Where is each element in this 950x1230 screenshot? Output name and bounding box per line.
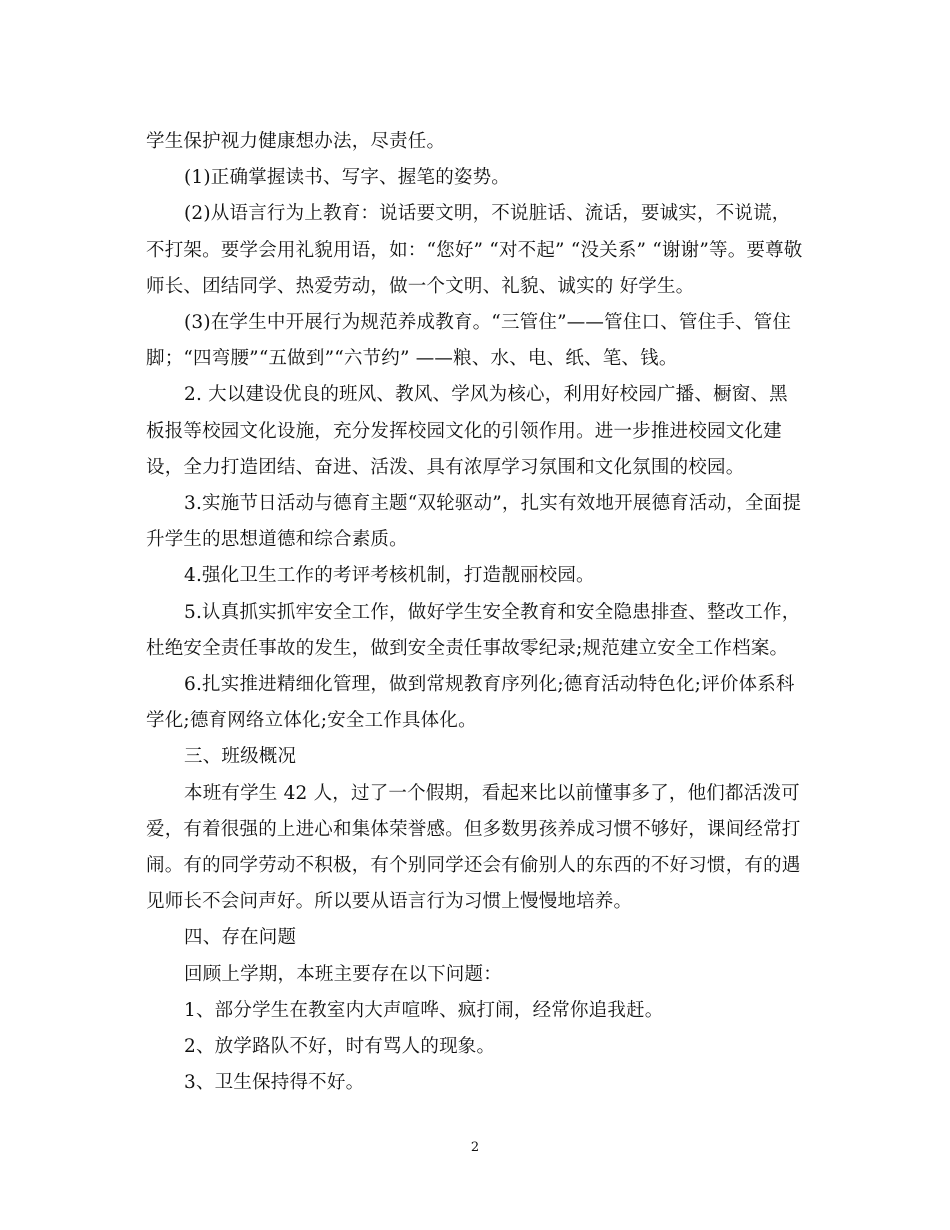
- section-heading-class-overview: 三、班级概况: [184, 746, 297, 768]
- paragraph-5: 2. 大以建设优良的班风、教风、学风为核心，利用好校园广播、橱窗、黑板报等校园文化设施，充分发挥校园文化的引领作用。进一步推进校园文化建设，全力打造团结、奋进、活泼、具有浓厚学习氛围和文化氛围的校园。: [146, 384, 788, 478]
- paragraph-3: (2)从语言行为上教育：说话要文明，不说脏话、流话，要诚实，不说谎，不打架。要学会用礼貌用语，如：“您好” “对不起” “没关系” “谢谢”等。要尊敬师长、团结同学、热爱劳动，做一个文明、礼貌、诚实的 好学生。: [146, 203, 803, 297]
- paragraph-8: 5.认真抓实抓牢安全工作，做好学生安全教育和安全隐患排查、整改工作，杜绝安全责任事故的发生，做到安全责任事故零纪录;规范建立安全工作档案。: [146, 601, 801, 659]
- paragraph-13: 回顾上学期，本班主要存在以下问题：: [184, 963, 502, 985]
- paragraph-9: 6.扎实推进精细化管理，做到常规教育序列化;德育活动特色化;评价体系科学化;德育网络立体化;安全工作具体化。: [146, 674, 795, 732]
- body-text: [146, 124, 806, 1101]
- paragraph-4: (3)在学生中开展行为规范养成教育。“三管住”——管住口、管住手、管住脚；“四弯腰”“五做到”“六节约” ——粮、水、电、纸、笔、钱。: [146, 312, 792, 370]
- paragraph-6: 3.实施节日活动与德育主题“双轮驱动”，扎实有效地开展德育活动，全面提升学生的思想道德和综合素质。: [146, 493, 802, 551]
- paragraph-11: 本班有学生 42 人，过了一个假期，看起来比以前懂事多了，他们都活泼可爱，有着很强的上进心和集体荣誉感。但多数男孩养成习惯不够好，课间经常打闹。有的同学劳动不积极，有个别同学还会有偷别人的东西的不好习惯，有的遇见师长不会问声好。所以要从语言行为习惯上慢慢地培养。: [146, 782, 801, 913]
- list-item-1: 1、部分学生在教室内大声喧哗、疯打闹，经常你追我赶。: [184, 999, 664, 1021]
- list-item-3: 3、卫生保持得不好。: [184, 1072, 365, 1094]
- paragraph-7: 4.强化卫生工作的考评考核机制，打造靓丽校园。: [184, 565, 595, 587]
- section-heading-problems: 四、存在问题: [184, 927, 297, 949]
- paragraph-2: (1)正确掌握读书、写字、握笔的姿势。: [184, 167, 511, 189]
- page-number: 2: [470, 1140, 480, 1155]
- paragraph-1: 学生保护视力健康想办法，尽责任。: [146, 131, 446, 152]
- list-item-2: 2、放学路队不好，时有骂人的现象。: [184, 1036, 496, 1058]
